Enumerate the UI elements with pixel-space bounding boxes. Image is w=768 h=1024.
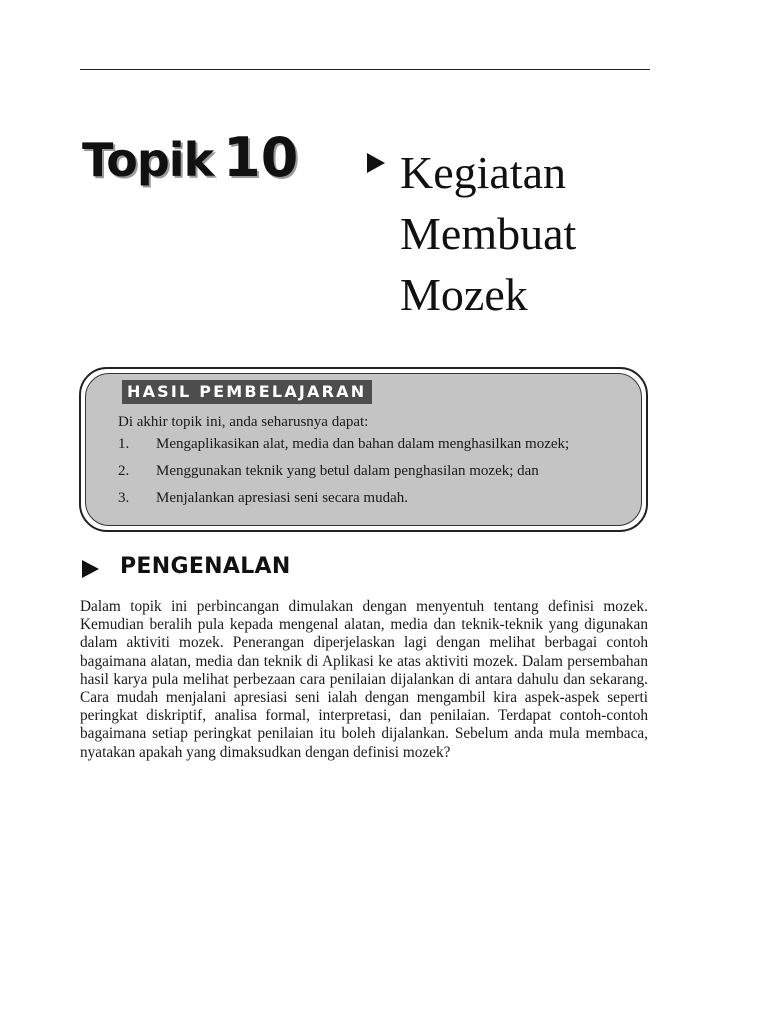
chapter-title-line: Mozek bbox=[400, 269, 528, 320]
triangle-right-icon bbox=[82, 560, 99, 578]
list-item bbox=[118, 490, 622, 507]
chapter-title bbox=[400, 142, 576, 325]
topic-heading bbox=[82, 126, 298, 189]
list-item-number: 2. bbox=[118, 463, 130, 479]
learning-outcomes-label: HASIL PEMBELAJARAN bbox=[122, 380, 372, 404]
list-item-number: 1. bbox=[118, 436, 130, 452]
topic-word: Topik bbox=[82, 133, 214, 187]
learning-outcomes-panel bbox=[85, 373, 642, 526]
list-item-text: Mengaplikasikan alat, media dan bahan dalam menghasilkan mozek; bbox=[156, 436, 570, 452]
topic-number: 10 bbox=[223, 126, 299, 189]
chapter-title-line: Membuat bbox=[400, 208, 577, 259]
top-rule bbox=[80, 69, 650, 70]
introduction-paragraph: Dalam topik ini perbincangan dimulakan dengan menyentuh tentang definisi mozek. Kemudian beralih pula kepada mengenal alatan, media dan teknik-teknik yang digunakan dalam aktiviti mozek. Penerangan diperjelaskan lagi dengan melihat berbagai contoh bagaimana alatan, media dan teknik di Aplikasi ke atas aktiviti mozek. Dalam persembahan hasil karya pula melihat perbezaan cara penilaian dijalankan di antara dahulu dan sekarang. Cara mudah menjalani apresiasi seni ialah dengan mengambil kira aspek-aspek seperti peringkat diskriptif, analisa formal, interpretasi, dan penilaian. Terdapat contoh-contoh bagaimana setiap peringkat penilaian itu boleh dijalankan. Sebelum anda mula membaca, nyatakan apakah yang dimaksudkan dengan definisi mozek? bbox=[80, 598, 648, 761]
list-item-text: Menggunakan teknik yang betul dalam penghasilan mozek; dan bbox=[156, 463, 539, 479]
list-item-number: 3. bbox=[118, 490, 130, 506]
triangle-right-icon bbox=[367, 153, 385, 173]
learning-outcomes-box bbox=[79, 367, 648, 532]
section-heading: PENGENALAN bbox=[120, 554, 291, 579]
list-item bbox=[118, 463, 622, 480]
learning-outcomes-intro: Di akhir topik ini, anda seharusnya dapat: bbox=[118, 414, 369, 430]
chapter-title-line: Kegiatan bbox=[400, 147, 567, 198]
learning-outcomes-list bbox=[118, 436, 622, 517]
list-item bbox=[118, 436, 622, 453]
list-item-text: Menjalankan apresiasi seni secara mudah. bbox=[156, 490, 408, 506]
